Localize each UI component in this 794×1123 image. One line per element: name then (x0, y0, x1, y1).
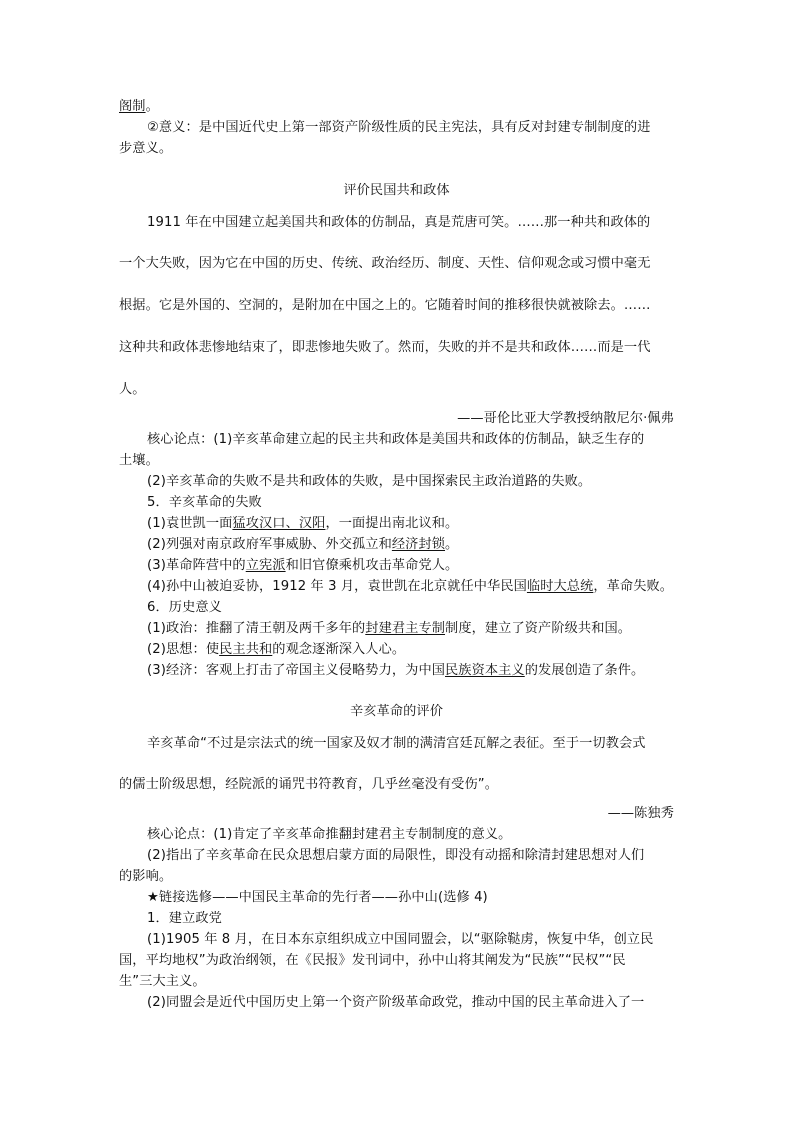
text-line: 国，平均地权”为政治纲领，在《民报》发刊词中，孙中山将其阐发为“民族”“民权”“民 (119, 953, 626, 968)
text-line: (2)辛亥革命的失败不是共和政体的失败，是中国探索民主政治道路的失败。 (147, 474, 592, 489)
underlined-term: 民族资本主义 (445, 663, 525, 678)
text-line: 步意义。 (119, 141, 173, 156)
underlined-term: 立宪派 (245, 558, 286, 573)
text-line: (1)袁世凯一面猛攻汉口、汉阳，一面提出南北议和。 (147, 516, 459, 531)
text-line: (4)孙中山被迫妥协，1912 年 3 月，袁世凯在北京就任中华民国临时大总统，革命失败。 (147, 579, 674, 594)
underlined-term: 经济封锁 (391, 537, 446, 552)
quote-line: 1911 年在中国建立起美国共和政体的仿制品，真是荒唐可笑。……那一种共和政体的 (147, 215, 651, 230)
underlined-term: 民主共和 (219, 642, 273, 657)
text-line: 核心论点：(1)辛亥革命建立起的民主共和政体是美国共和政体的仿制品，缺乏生存的 (147, 432, 645, 447)
text-line: (2)列强对南京政府军事威胁、外交孤立和经济封锁。 (147, 537, 459, 552)
subsection-heading: 6．历史意义 (147, 600, 222, 615)
quote-line: 一个大失败，因为它在中国的历史、传统、政治经历、制度、天性、信仰观念或习惯中毫无 (119, 256, 651, 271)
underlined-term: 阁制 (119, 99, 146, 114)
text-line: (1)政治：推翻了清王朝及两千多年的封建君主专制制度，建立了资产阶级共和国。 (147, 621, 632, 636)
text-line: (3)革命阵营中的立宪派和旧官僚乘机攻击革命党人。 (147, 558, 459, 573)
underlined-term: 猛攻汉口、汉阳 (232, 516, 326, 531)
quote-line: 的儒士阶级思想，经院派的诵咒书符教育，几乎丝毫没有受伤”。 (119, 777, 498, 792)
quote-source: ——陈独秀 (607, 806, 674, 821)
text-line: (2)思想：使民主共和的观念逐渐深入人心。 (147, 642, 406, 657)
quote-line: 这种共和政体悲惨地结束了，即悲惨地失败了。然而，失败的并不是共和政体……而是一代 (119, 340, 651, 355)
text-line: 生”三大主义。 (119, 974, 206, 989)
text-line: (1)1905 年 8 月，在日本东京组织成立中国同盟会，以“驱除鞑虏，恢复中华，创立民 (147, 932, 654, 947)
subsection-heading: 1．建立政党 (147, 911, 222, 926)
text-line: 的影响。 (119, 869, 173, 884)
text-line: 阁制。 (119, 99, 159, 114)
section-heading: 辛亥革命的评价 (349, 704, 443, 719)
underlined-term: 封建君主专制 (365, 621, 446, 636)
text-line: (2)同盟会是近代中国历史上第一个资产阶级革命政党，推动中国的民主革命进入了一 (147, 995, 645, 1010)
text-line: 土壤。 (119, 453, 159, 468)
text-line: 核心论点：(1)肯定了辛亥革命推翻封建君主专制制度的意义。 (147, 827, 512, 842)
quote-line: 根据。它是外国的、空洞的，是附加在中国之上的。它随着时间的推移很快就被除去。…… (119, 298, 651, 313)
text-line: (2)指出了辛亥革命在民众思想启蒙方面的局限性，即没有动摇和除清封建思想对人们 (147, 848, 645, 863)
underlined-term: 临时大总统 (526, 579, 594, 594)
link-heading: ★链接选修——中国民主革命的先行者——孙中山(选修 4) (147, 890, 488, 905)
quote-line: 人。 (119, 382, 146, 397)
section-heading: 评价民国共和政体 (343, 183, 450, 198)
quote-source: ——哥伦比亚大学教授纳散尼尔·佩弗 (457, 411, 674, 426)
text-line: (3)经济：客观上打击了帝国主义侵略势力，为中国民族资本主义的发展创造了条件。 (147, 663, 645, 678)
subsection-heading: 5．辛亥革命的失败 (147, 495, 262, 510)
text-line: ②意义：是中国近代史上第一部资产阶级性质的民主宪法，具有反对封建专制制度的进 (147, 120, 651, 135)
quote-line: 辛亥革命“不过是宗法式的统一国家及奴才制的满清宫廷瓦解之表征。至于一切教会式 (147, 736, 646, 751)
